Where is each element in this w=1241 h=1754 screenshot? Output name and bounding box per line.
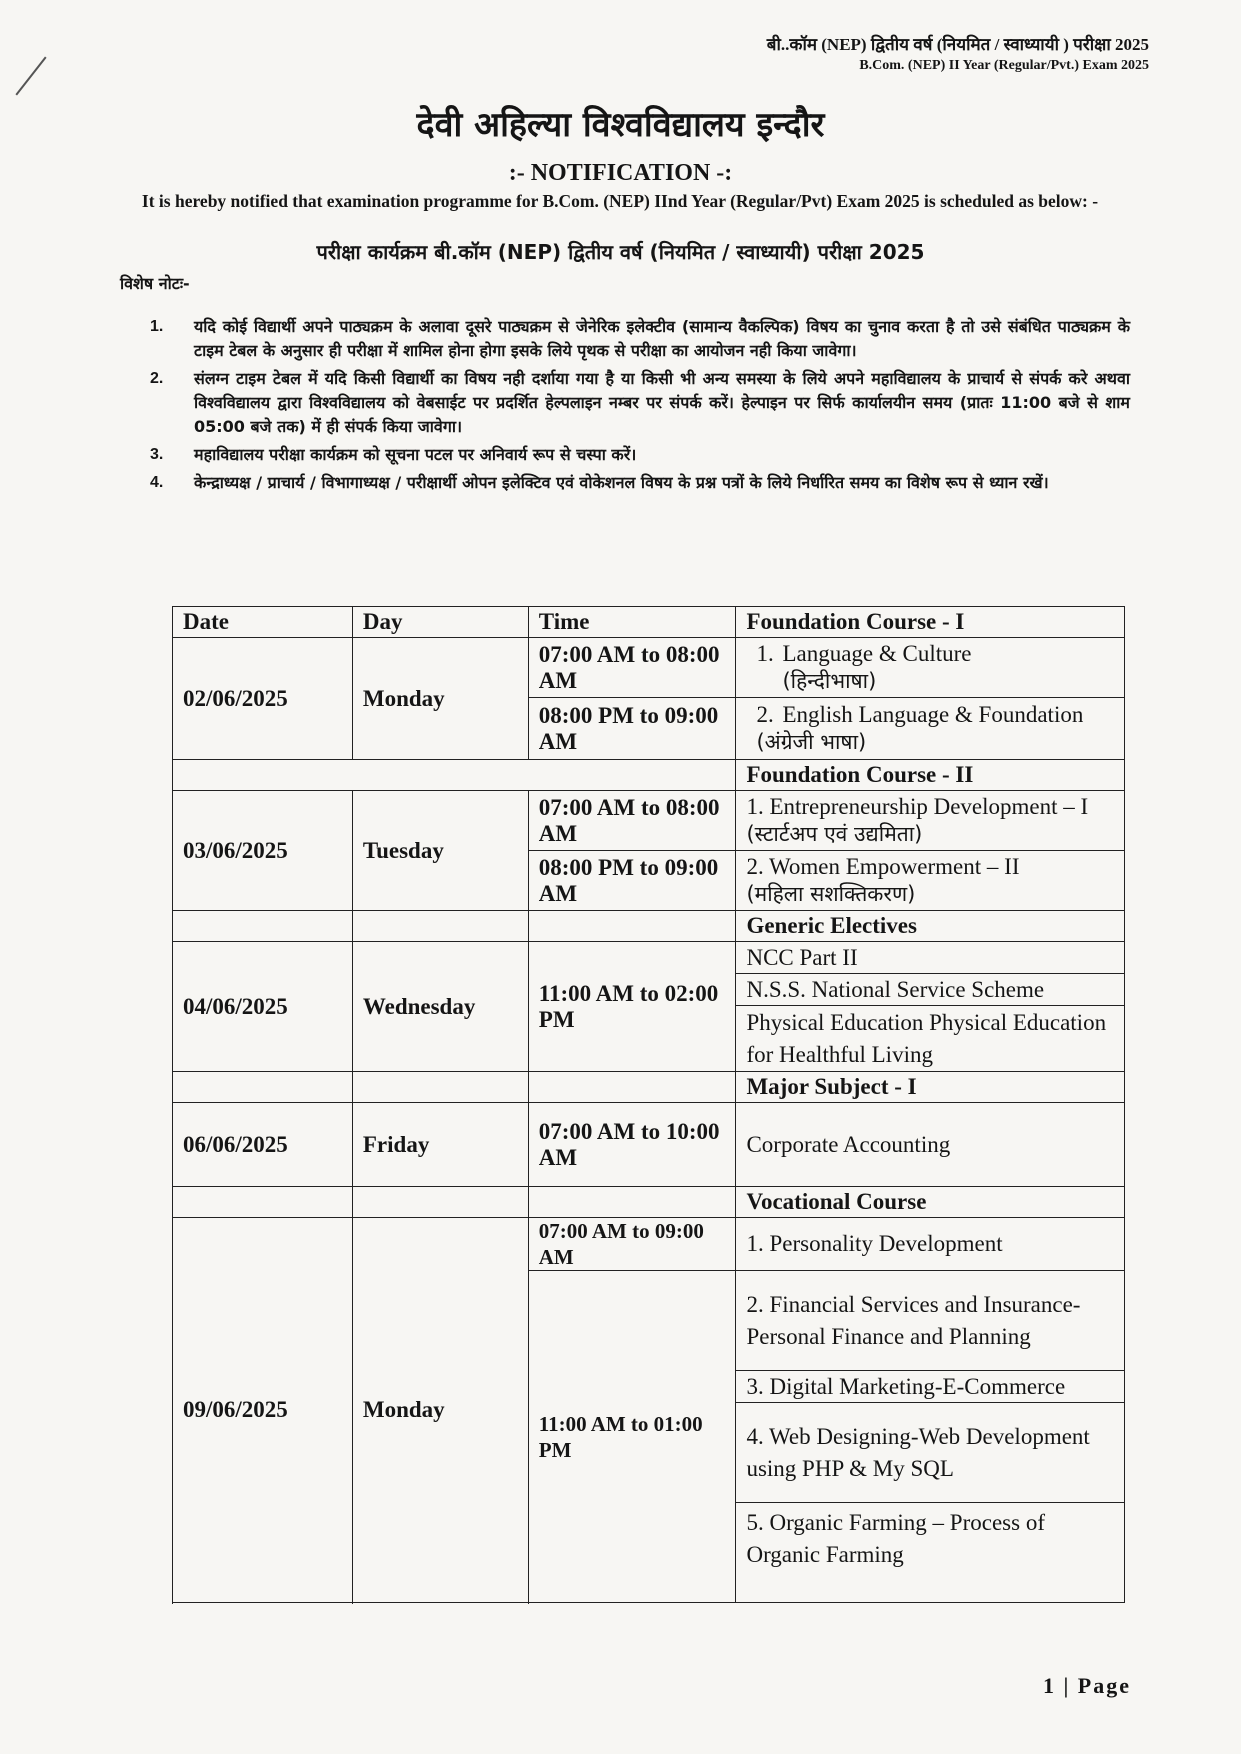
- subject-cell: N.S.S. National Service Scheme: [736, 974, 1125, 1006]
- empty-cell: [528, 1072, 736, 1103]
- subject-cell: 1. Personality Development: [736, 1218, 1125, 1271]
- time-cell: 07:00 AM to 08:00 AM: [528, 791, 736, 851]
- note-text: केन्द्राध्यक्ष / प्राचार्य / विभागाध्यक्ष / परीक्षार्थी ओपन इलेक्टिव एवं वोकेशनल विषय के प्रश्न पत्रों के लिये निर्धारित समय का विशेष रूप से ध्यान रखें।: [194, 473, 1049, 492]
- empty-cell: [173, 1187, 353, 1218]
- note-number: 4.: [150, 474, 164, 491]
- empty-cell: [352, 1187, 528, 1218]
- date-cell: 04/06/2025: [173, 942, 353, 1072]
- table-row: [173, 1103, 1125, 1187]
- subject-number: 1.: [756, 640, 774, 666]
- table-row: [173, 638, 1125, 698]
- table-row: [173, 791, 1125, 851]
- subject-hindi: (अंग्रेजी भाषा): [756, 729, 867, 754]
- subject-name: Language & Culture: [782, 640, 972, 666]
- header-time: Time: [528, 607, 736, 638]
- section-title: Major Subject - I: [736, 1072, 1125, 1103]
- section-row: [173, 911, 1125, 942]
- day-cell: Monday: [352, 1218, 528, 1603]
- subject-cell: 5. Organic Farming – Process of Organic Farming: [736, 1503, 1125, 1603]
- date-cell: 09/06/2025: [173, 1218, 353, 1603]
- note-text: संलग्न टाइम टेबल में यदि किसी विद्यार्थी का विषय नही दर्शाया गया है या किसी भी अन्य समस्या के लिये अपने महाविद्यालय के प्राचार्य से संपर्क करे अथवा विश्वविद्यालय द्वारा विश्वविद्यालय को वेबसाईट पर प्रदर्शित हेल्पलाइन नम्बर पर संपर्क करें। हेल्पाइन पर सिर्फ कार्यालयीन समय (प्रातः 11:00 बजे से शाम 05:00 बजे तक) में ही संपर्क किया जावेगा।: [194, 369, 1130, 436]
- empty-cell: [352, 1072, 528, 1103]
- note-number: 2.: [150, 370, 164, 387]
- subject-hindi: (स्टार्टअप एवं उद्यमिता): [746, 821, 923, 846]
- notification-title: :- NOTIFICATION -:: [508, 160, 733, 186]
- subject-cell: Corporate Accounting: [736, 1103, 1125, 1187]
- exam-schedule-table: [172, 606, 1125, 1603]
- subject-cell: Physical Education Physical Education for Healthful Living: [736, 1006, 1125, 1072]
- note-text: महाविद्यालय परीक्षा कार्यक्रम को सूचना पटल पर अनिवार्य रूप से चस्पा करें।: [194, 445, 637, 464]
- subject-cell: 3. Digital Marketing-E-Commerce: [736, 1371, 1125, 1403]
- section-row: [173, 1072, 1125, 1103]
- day-cell: Friday: [352, 1103, 528, 1187]
- note-item: [150, 367, 1130, 439]
- section-title: Vocational Course: [736, 1187, 1125, 1218]
- table-header-row: [173, 607, 1125, 638]
- header-day: Day: [352, 607, 528, 638]
- header-hindi: बी..कॉम (NEP) द्वितीय वर्ष (नियमित / स्वाध्यायी ) परीक्षा 2025: [766, 35, 1149, 54]
- university-title: देवी अहिल्या विश्वविद्यालय इन्दौर: [416, 105, 825, 145]
- table-row: [173, 942, 1125, 974]
- special-note-label: विशेष नोटः-: [120, 274, 190, 293]
- section-row: [173, 1187, 1125, 1218]
- date-cell: 06/06/2025: [173, 1103, 353, 1187]
- header-date: Date: [173, 607, 353, 638]
- header-foundation-course-1: Foundation Course - I: [736, 607, 1125, 638]
- section-title: Generic Electives: [736, 911, 1125, 942]
- subject-cell: [736, 851, 1125, 911]
- time-cell: 08:00 PM to 09:00 AM: [528, 851, 736, 911]
- time-cell: 07:00 AM to 10:00 AM: [528, 1103, 736, 1187]
- time-cell: 11:00 AM to 01:00 PM: [528, 1271, 736, 1603]
- subject-name: 2. Women Empowerment – II: [746, 853, 1020, 879]
- empty-cell: [528, 911, 736, 942]
- subject-name: 1. Entrepreneurship Development – I: [746, 793, 1089, 819]
- note-number: 3.: [150, 446, 164, 463]
- subject-cell: [736, 791, 1125, 851]
- subject-cell: NCC Part II: [736, 942, 1125, 974]
- time-cell: 11:00 AM to 02:00 PM: [528, 942, 736, 1072]
- page-number: 1 | Page: [1042, 1673, 1131, 1698]
- schedule-title: परीक्षा कार्यक्रम बी.कॉम (NEP) द्वितीय वर्ष (नियमित / स्वाध्यायी) परीक्षा 2025: [316, 240, 925, 264]
- empty-cell: [528, 1187, 736, 1218]
- subject-number: 2.: [756, 701, 774, 727]
- subject-hindi: (हिन्दीभाषा): [782, 668, 877, 693]
- subject-name: English Language & Foundation: [782, 701, 1084, 727]
- table-row: [173, 1218, 1125, 1271]
- pen-mark: [15, 56, 46, 95]
- subject-cell: [736, 638, 1125, 698]
- intro-text: It is hereby notified that examination programme for B.Com. (NEP) IInd Year (Regular/Pvt) Exam 2025 is scheduled as below: -: [141, 191, 1099, 211]
- date-cell: 03/06/2025: [173, 791, 353, 911]
- date-cell: 02/06/2025: [173, 638, 353, 760]
- time-cell: 07:00 AM to 09:00 AM: [528, 1218, 736, 1271]
- note-number: 1.: [150, 318, 164, 335]
- note-item: [150, 443, 1130, 467]
- day-cell: Monday: [352, 638, 528, 760]
- section-row: [173, 760, 1125, 791]
- day-cell: Tuesday: [352, 791, 528, 911]
- note-text: यदि कोई विद्यार्थी अपने पाठ्यक्रम के अलावा दूसरे पाठ्यक्रम से जेनेरिक इलेक्टीव (सामान्य वैकल्पिक) विषय का चुनाव करता है तो उसे संबंधित पाठ्यक्रम के टाइम टेबल के अनुसार ही परीक्षा में शामिल होना होगा इसके लिये पृथक से परीक्षा का आयोजन नही किया जावेगा।: [194, 317, 1130, 360]
- subject-hindi: (महिला सशक्तिकरण): [746, 881, 916, 906]
- empty-cell: [173, 911, 353, 942]
- section-title: Foundation Course - II: [736, 760, 1125, 791]
- subject-cell: 4. Web Designing-Web Development using PHP & My SQL: [736, 1403, 1125, 1503]
- header-english: B.Com. (NEP) II Year (Regular/Pvt.) Exam 2025: [859, 58, 1149, 73]
- empty-cell: [173, 1072, 353, 1103]
- time-cell: 08:00 PM to 09:00 AM: [528, 698, 736, 760]
- subject-cell: 2. Financial Services and Insurance-Personal Finance and Planning: [736, 1271, 1125, 1371]
- subject-cell: [736, 698, 1125, 760]
- notes-list: [150, 315, 1130, 499]
- note-item: [150, 315, 1130, 363]
- empty-cell: [352, 911, 528, 942]
- day-cell: Wednesday: [352, 942, 528, 1072]
- note-item: [150, 471, 1130, 495]
- time-cell: 07:00 AM to 08:00 AM: [528, 638, 736, 698]
- empty-cell: [173, 760, 736, 791]
